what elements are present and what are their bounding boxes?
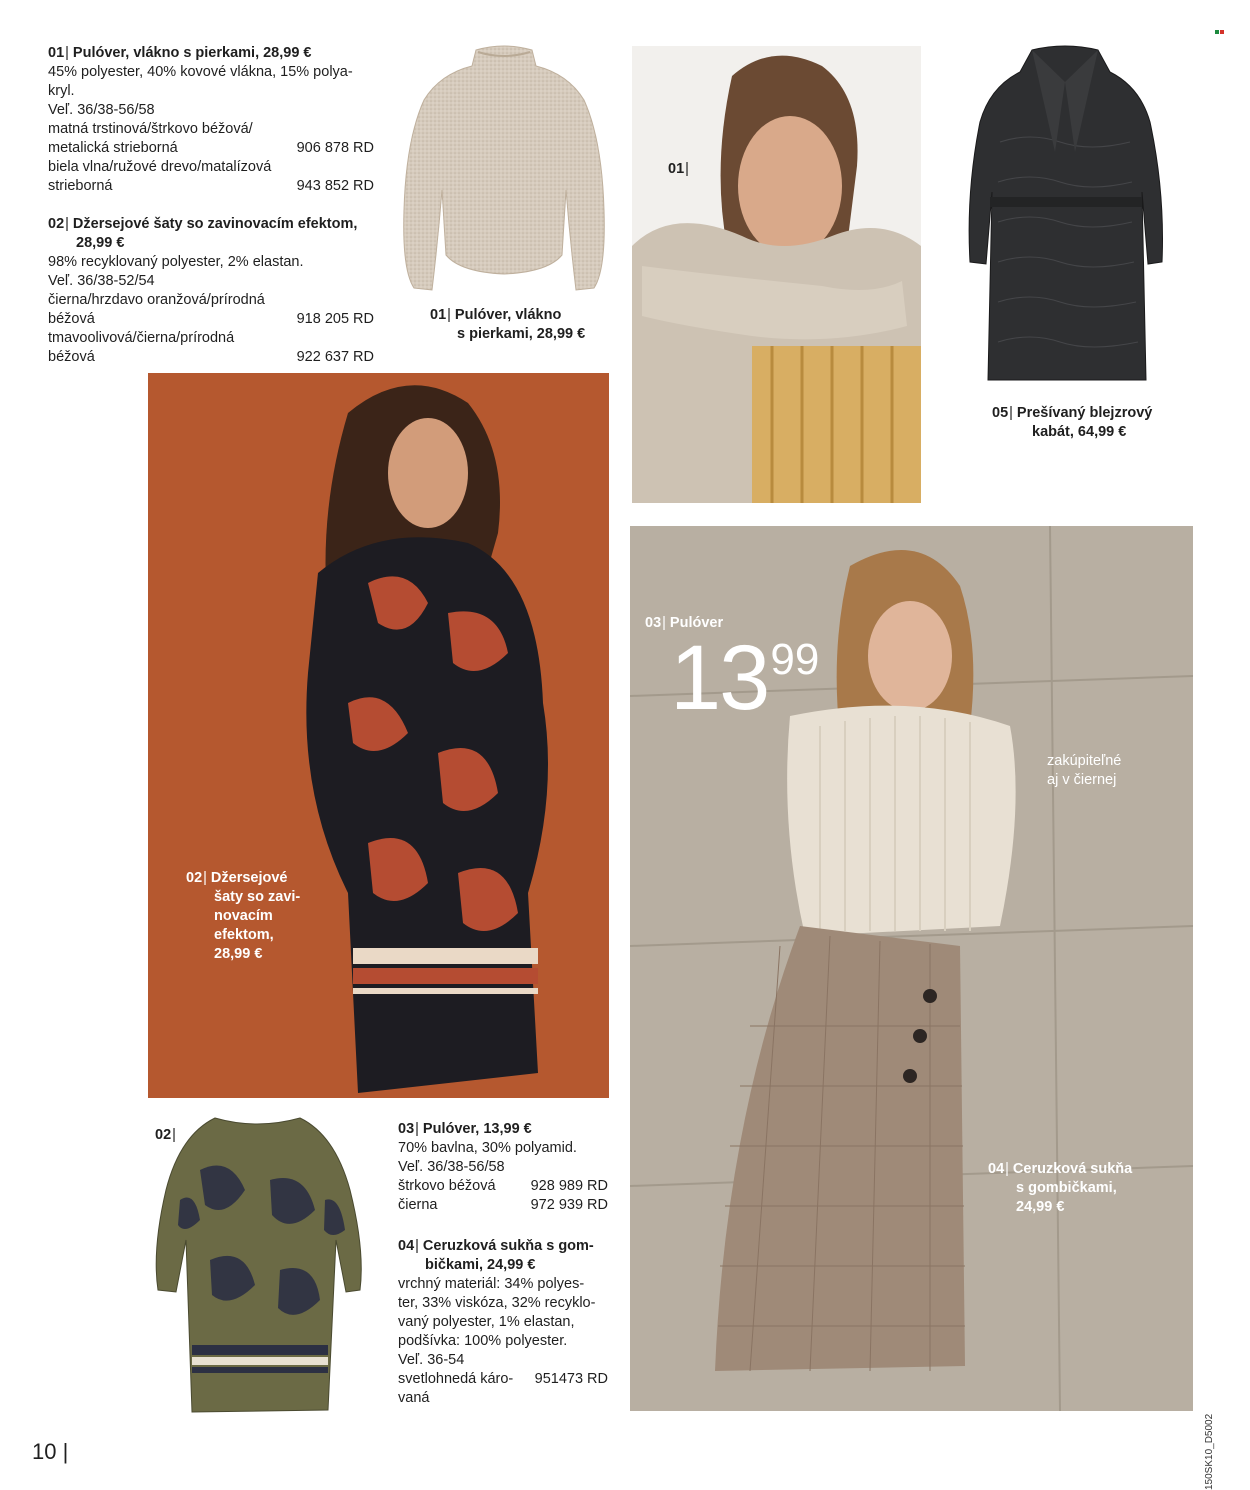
product-code: 906 878 RD: [296, 140, 374, 156]
caption-text: s pierkami, 28,99 €: [457, 326, 586, 342]
item-number: 04: [988, 1161, 1005, 1177]
variant-color: čierna/hrzdavo oranžová/prírodná: [48, 292, 265, 308]
dress-model-caption: 02| Džersejové šaty so zavi- novacím efektom, 28,99 €: [186, 870, 301, 962]
caption-text: Pulóver, vlákno: [454, 307, 562, 323]
dress-flat-caption: 02|: [155, 1127, 176, 1143]
sweater-illustration: [398, 40, 610, 302]
size-line: Veľ. 36/38-56/58: [398, 1159, 505, 1175]
item-number: 02: [186, 870, 203, 886]
caption-text: Pulóver: [669, 615, 724, 631]
caption-text: novacím: [214, 908, 273, 924]
price-integer: 13: [670, 627, 769, 729]
variant-color: matná trstinová/štrkovo béžová/: [48, 121, 253, 137]
coat-caption: 05| Prešívaný blejzrový kabát, 64,99 €: [992, 405, 1153, 440]
product-code: 918 205 RD: [296, 311, 374, 327]
caption-text: Prešívaný blejzrový: [1016, 405, 1153, 421]
caption-text: 28,99 €: [214, 946, 263, 962]
price-tag: [670, 627, 820, 729]
material-line: vrchný materiál: 34% polyes-: [398, 1276, 585, 1292]
product-03-info: 03| Pulóver, 13,99 € 70% bavlna, 30% polyamid. Veľ. 36/38-56/58 štrkovo béžová 928 989 RD čierna 972 939 RD: [398, 1121, 608, 1213]
model-03-caption: 03| Pulóver: [645, 615, 724, 631]
sweater-caption: 01| Pulóver, vlákno s pierkami, 28,99 €: [430, 307, 586, 342]
item-number: 01: [668, 161, 685, 177]
size-line: Veľ. 36/38-52/54: [48, 273, 155, 289]
page-number-text: 10: [32, 1439, 57, 1464]
variant-color: biela vlna/ružové drevo/matalízová: [48, 159, 272, 175]
page-number: 10 |: [32, 1439, 69, 1464]
product-code: 922 637 RD: [296, 349, 374, 365]
caption-text: Džersejové: [210, 870, 288, 886]
material-line: vaný polyester, 1% elastan,: [398, 1314, 575, 1330]
product-02-info: 02| Džersejové šaty so zavinovacím efektom, 28,99 € 98% recyklovaný polyester, 2% elastan. Veľ. 36/38-52/54 čierna/hrzdavo oranžová/prírodná béžová 918 205 RD tmavoolivová/čierna/prírodná béžová 922 637 RD: [48, 216, 374, 365]
caption-text: Ceruzková sukňa: [1012, 1161, 1133, 1177]
product-code: 951473 RD: [534, 1371, 608, 1387]
variant-color: béžová: [48, 311, 95, 327]
product-title: Pulóver, vlákno s pierkami, 28,99 €: [72, 45, 312, 61]
caption-text: efektom,: [214, 927, 274, 943]
material-line: podšívka: 100% polyester.: [398, 1333, 568, 1349]
item-number: 03: [398, 1121, 415, 1137]
skirt-caption: 04| Ceruzková sukňa s gombičkami, 24,99 €: [988, 1161, 1133, 1215]
coat-illustration: [960, 42, 1170, 387]
item-number: 01: [48, 45, 65, 61]
brand-mark-icon: [1215, 30, 1225, 36]
note-text: aj v čiernej: [1047, 772, 1117, 788]
variant-color: metalická strieborná: [48, 140, 178, 156]
product-price: 28,99 €: [76, 235, 125, 251]
item-number: 02: [155, 1127, 172, 1143]
size-line: Veľ. 36-54: [398, 1352, 465, 1368]
product-code: 928 989 RD: [530, 1178, 608, 1194]
sweater-product-image: [398, 40, 610, 302]
catalog-code: 150SK10_D5002: [1204, 1413, 1215, 1490]
variant-color: strieborná: [48, 178, 113, 194]
caption-text: s gombičkami,: [1016, 1180, 1117, 1196]
product-title: bičkami, 24,99 €: [425, 1257, 536, 1273]
availability-note: [1047, 752, 1121, 790]
note-text: zakúpiteľné: [1047, 753, 1122, 769]
item-number: 01: [430, 307, 447, 323]
product-code: 943 852 RD: [296, 178, 374, 194]
caption-text: kabát, 64,99 €: [1032, 424, 1127, 440]
material-line: 70% bavlna, 30% polyamid.: [398, 1140, 577, 1156]
item-number: 03: [645, 615, 662, 631]
size-line: Veľ. 36/38-56/58: [48, 102, 155, 118]
caption-text: 24,99 €: [1016, 1199, 1065, 1215]
material-line: kryl.: [48, 83, 75, 99]
model-sweater-photo: [632, 46, 921, 503]
material-line: 45% polyester, 40% kovové vlákna, 15% polya-: [48, 64, 353, 80]
dress-product-image: [150, 1110, 365, 1420]
price-decimal: 99: [770, 635, 820, 684]
material-line: 98% recyklovaný polyester, 2% elastan.: [48, 254, 304, 270]
product-01-info: 01| Pulóver, vlákno s pierkami, 28,99 € 45% polyester, 40% kovové vlákna, 15% polya- kryl. Veľ. 36/38-56/58 matná trstinová/štrkovo béžová/ metalická strieborná 906 878 RD biela vlna/ružové drevo/matalízová strieborná 943 852 RD: [48, 45, 374, 194]
dress-model-photo: [148, 373, 609, 1098]
variant-color: béžová: [48, 349, 95, 365]
material-line: ter, 33% viskóza, 32% recyklo-: [398, 1295, 596, 1311]
variant-color: čierna: [398, 1197, 438, 1213]
coat-product-image: [960, 42, 1170, 387]
variant-color: svetlohnedá káro-: [398, 1371, 514, 1387]
model-01-caption: 01|: [668, 161, 689, 177]
product-code: 972 939 RD: [530, 1197, 608, 1213]
product-title: Džersejové šaty so zavinovacím efektom,: [72, 216, 358, 232]
caption-text: šaty so zavi-: [214, 889, 301, 905]
product-title: Pulóver, 13,99 €: [422, 1121, 532, 1137]
item-number: 05: [992, 405, 1009, 421]
model-01-illustration: [632, 46, 921, 503]
variant-color: tmavoolivová/čierna/prírodná: [48, 330, 235, 346]
dress-model-illustration: [148, 373, 609, 1098]
variant-color: vaná: [398, 1390, 430, 1406]
product-04-info: 04| Ceruzková sukňa s gom- bičkami, 24,99 € vrchný materiál: 34% polyes- ter, 33% viskóza, 32% recyklo- vaný polyester, 1% elastan, podšívka: 100% polyester. Veľ. 36-54 svetlohnedá káro- 951473 RD vaná: [398, 1238, 608, 1406]
green-dress-illustration: [150, 1110, 365, 1420]
item-number: 04: [398, 1238, 415, 1254]
product-title: Ceruzková sukňa s gom-: [422, 1238, 594, 1254]
item-number: 02: [48, 216, 65, 232]
variant-color: štrkovo béžová: [398, 1178, 496, 1194]
